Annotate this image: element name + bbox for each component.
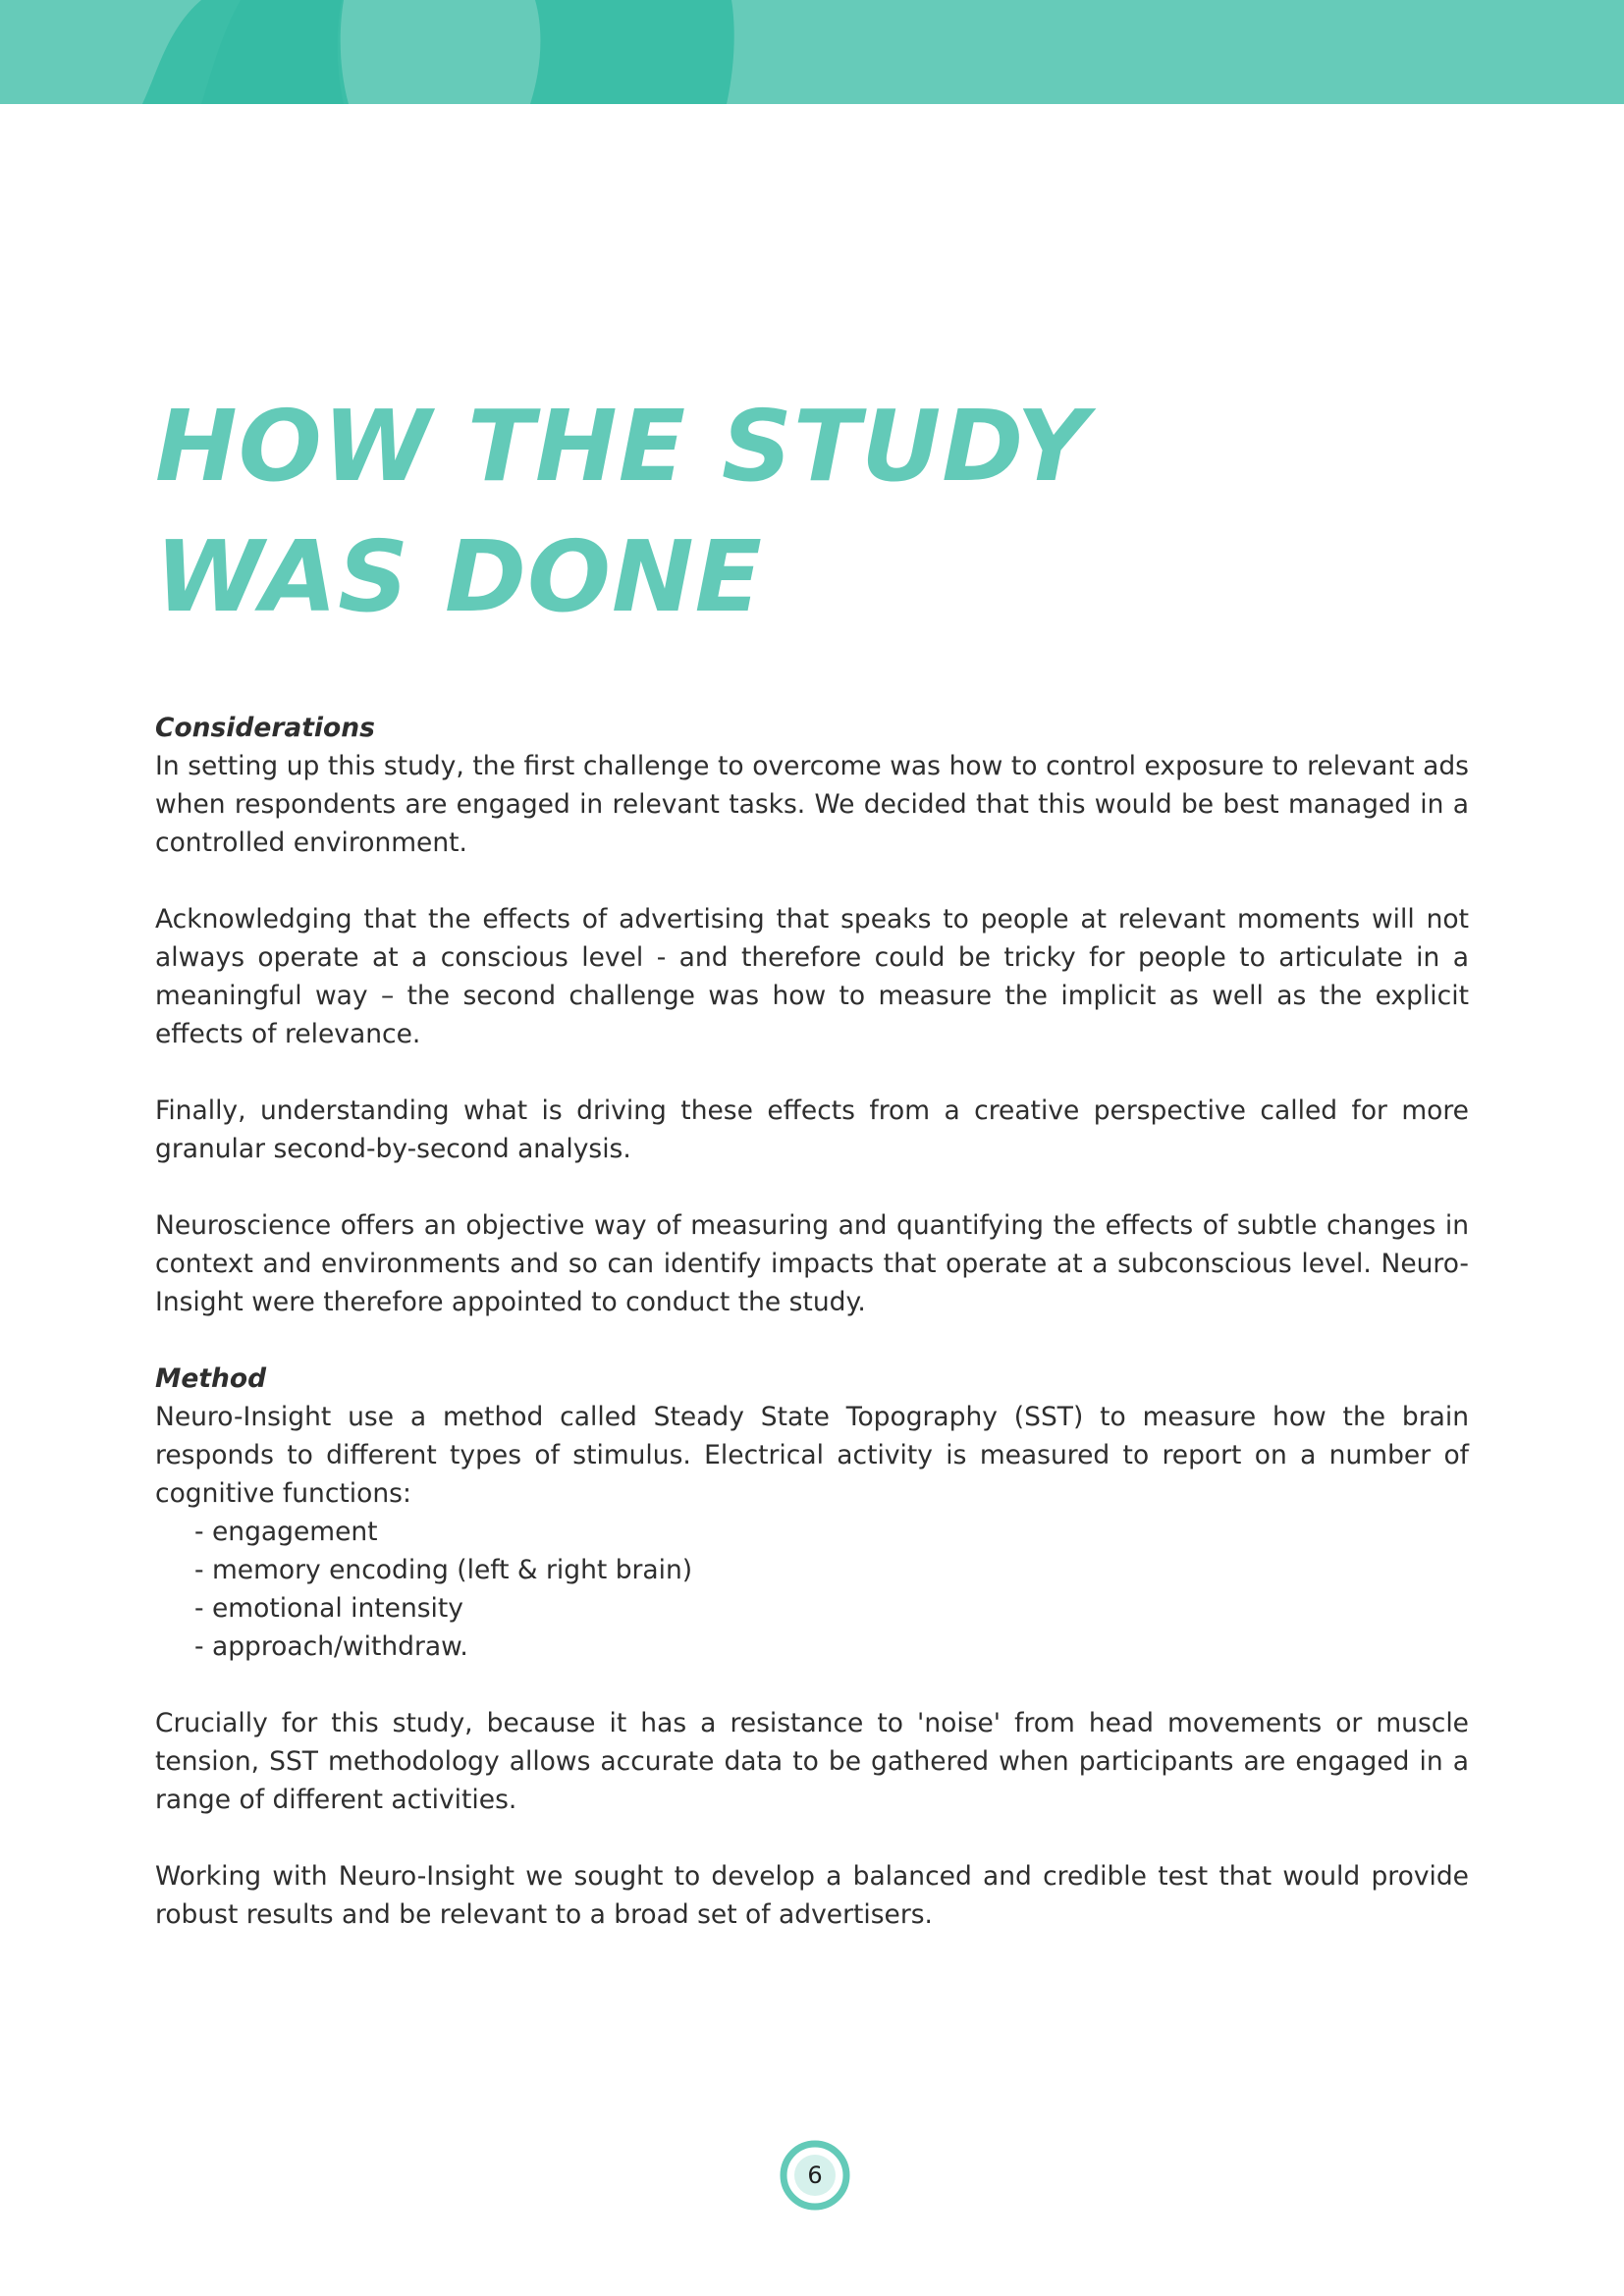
considerations-paragraph-4: Neuroscience offers an objective way of measuring and quantifying the effects of subtle changes in context and environments and so can identify impacts that operate at a subconscious level. Neuro-Insight were therefore appointed to conduct the study. xyxy=(155,1210,1469,1317)
header-wave-banner xyxy=(0,0,1624,104)
method-heading: Method xyxy=(155,1363,267,1394)
body-content xyxy=(155,709,1469,1972)
list-item: - memory encoding (left & right brain) xyxy=(194,1555,693,1585)
method-paragraph-2: Working with Neuro-Insight we sought to develop a balanced and credible test that would provide robust results and be relevant to a broad set of advertisers. xyxy=(155,1861,1469,1930)
list-item: - emotional intensity xyxy=(194,1593,463,1624)
title-line-2: WAS DONE xyxy=(155,519,763,634)
list-item: - engagement xyxy=(194,1517,378,1547)
considerations-paragraph-1: In setting up this study, the first challenge to overcome was how to control exposure to relevant ads when respondents are engaged in relevant tasks. We decided that this would be best managed in a controlled environment. xyxy=(155,751,1469,858)
title-line-1: HOW THE STUDY xyxy=(155,389,1089,504)
page-title xyxy=(155,381,1432,642)
list-item: - approach/withdraw. xyxy=(194,1631,468,1662)
page-number: 6 xyxy=(807,2162,823,2189)
method-paragraph-1: Crucially for this study, because it has a resistance to 'noise' from head movements or muscle tension, SST methodology allows accurate data to be gathered when participants are engaged in a range of different activities. xyxy=(155,1708,1469,1815)
considerations-paragraph-3: Finally, understanding what is driving these effects from a creative perspective called for more granular second-by-second analysis. xyxy=(155,1095,1469,1164)
cognitive-functions-list xyxy=(155,1513,1469,1666)
method-intro: Neuro-Insight use a method called Steady State Topography (SST) to measure how the brain responds to different types of stimulus. Electrical activity is measured to report on a number of cognitive functions: xyxy=(155,1402,1469,1509)
considerations-paragraph-2: Acknowledging that the effects of advertising that speaks to people at relevant moments will not always operate at a conscious level - and therefore could be tricky for people to articulate in a meaningful way – the second challenge was how to measure the implicit as well as the explicit effects of relevance. xyxy=(155,904,1469,1049)
considerations-heading: Considerations xyxy=(155,713,375,743)
